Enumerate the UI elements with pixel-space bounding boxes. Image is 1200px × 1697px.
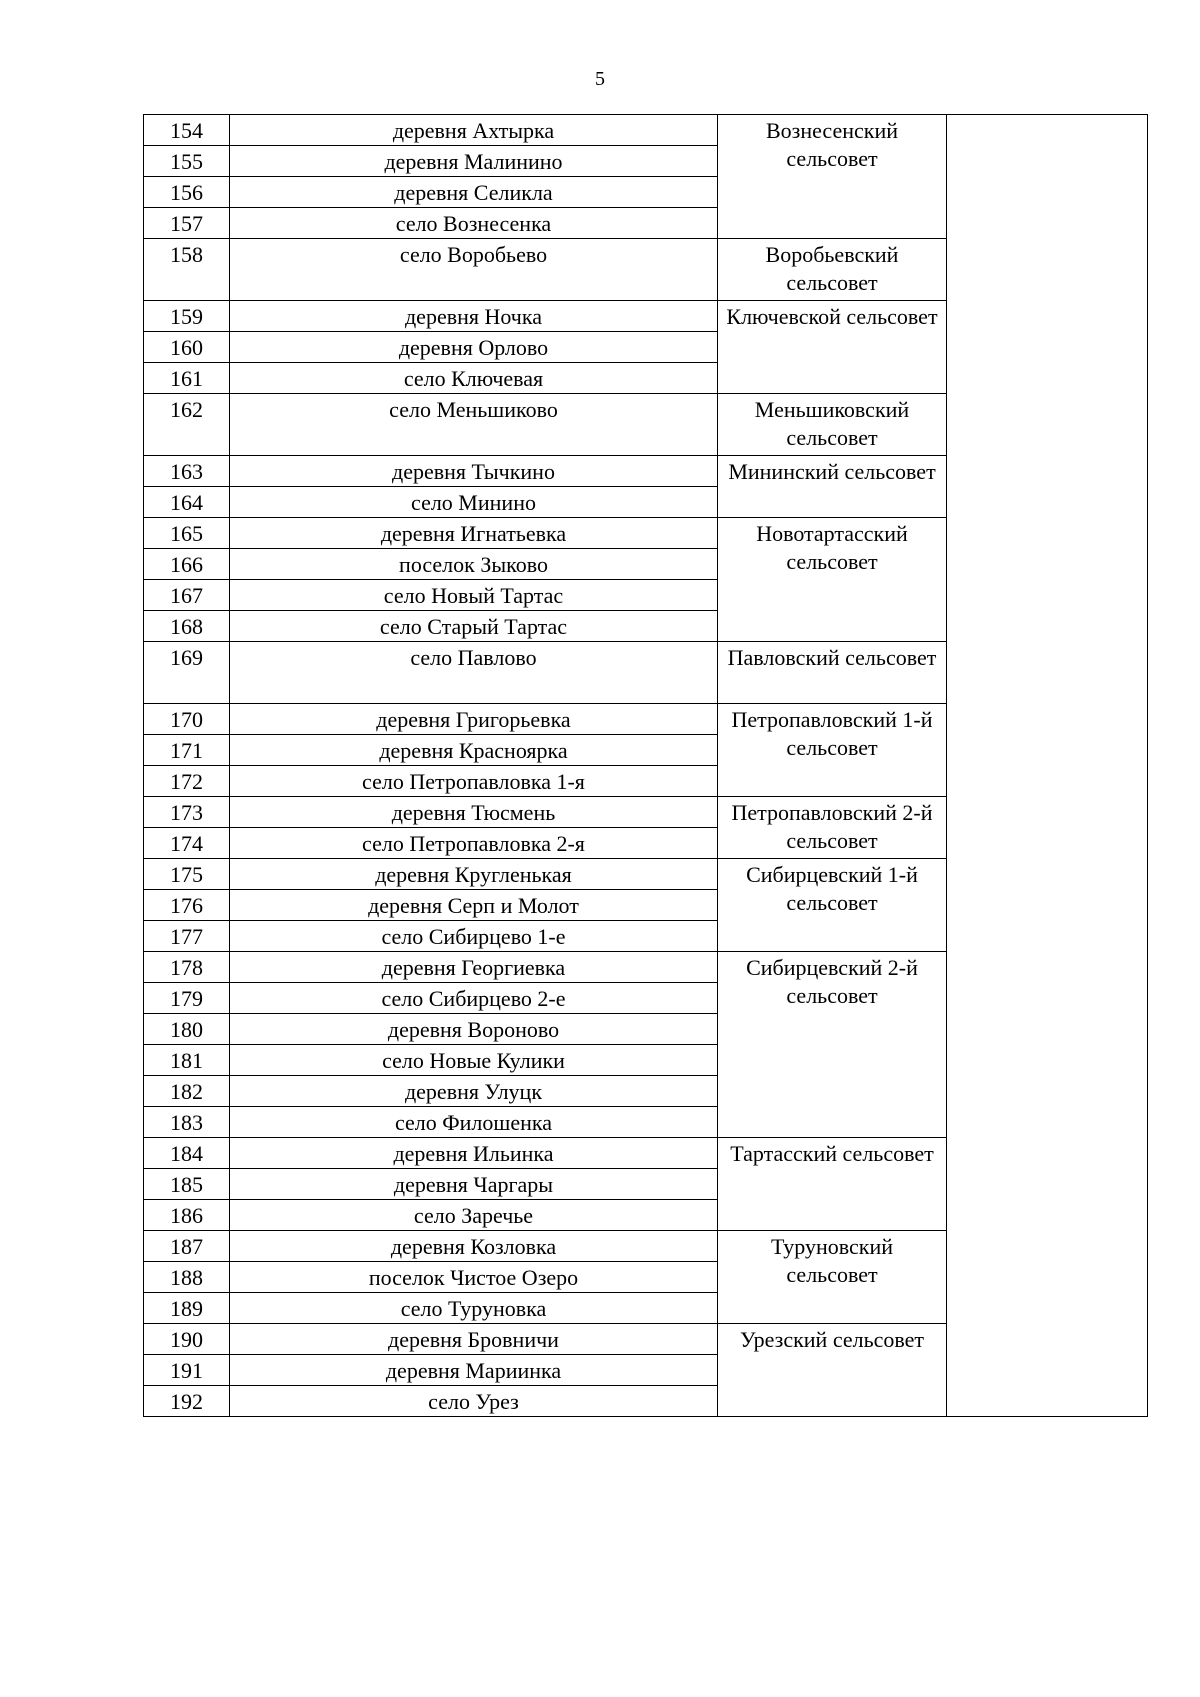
row-number: 178	[144, 952, 230, 983]
row-number: 162	[144, 394, 230, 456]
settlement-name: деревня Тюсмень	[230, 797, 718, 828]
council-name: Мининский сельсовет	[718, 456, 947, 518]
settlement-name: село Туруновка	[230, 1293, 718, 1324]
row-number: 168	[144, 611, 230, 642]
settlement-name: село Вознесенка	[230, 208, 718, 239]
settlement-name: село Павлово	[230, 642, 718, 704]
settlement-name: село Петропавловка 2-я	[230, 828, 718, 859]
settlement-name: деревня Улуцк	[230, 1076, 718, 1107]
settlement-name: деревня Григорьевка	[230, 704, 718, 735]
settlement-name: деревня Вороново	[230, 1014, 718, 1045]
row-number: 192	[144, 1386, 230, 1417]
settlements-table-body	[144, 115, 1148, 1417]
row-number: 177	[144, 921, 230, 952]
row-number: 175	[144, 859, 230, 890]
settlement-name: село Меньшиково	[230, 394, 718, 456]
settlement-name: село Заречье	[230, 1200, 718, 1231]
council-name: Меньшиковский сельсовет	[718, 394, 947, 456]
settlement-name: село Урез	[230, 1386, 718, 1417]
settlement-name: деревня Ильинка	[230, 1138, 718, 1169]
row-number: 191	[144, 1355, 230, 1386]
council-name: Павловский сельсовет	[718, 642, 947, 704]
settlement-name: деревня Кругленькая	[230, 859, 718, 890]
settlement-name: деревня Селикла	[230, 177, 718, 208]
row-number: 167	[144, 580, 230, 611]
council-name: Урезский сельсовет	[718, 1324, 947, 1417]
table-row	[144, 115, 1148, 146]
row-number: 161	[144, 363, 230, 394]
row-number: 171	[144, 735, 230, 766]
row-number: 179	[144, 983, 230, 1014]
council-name: Воробьевский сельсовет	[718, 239, 947, 301]
row-number: 186	[144, 1200, 230, 1231]
empty-column-cell	[947, 115, 1148, 1417]
settlement-name: село Ключевая	[230, 363, 718, 394]
row-number: 158	[144, 239, 230, 301]
row-number: 163	[144, 456, 230, 487]
settlement-name: деревня Тычкино	[230, 456, 718, 487]
council-name: Сибирцевский 1-й сельсовет	[718, 859, 947, 952]
row-number: 190	[144, 1324, 230, 1355]
row-number: 173	[144, 797, 230, 828]
row-number: 187	[144, 1231, 230, 1262]
council-name: Тартасский сельсовет	[718, 1138, 947, 1231]
row-number: 172	[144, 766, 230, 797]
row-number: 176	[144, 890, 230, 921]
row-number: 164	[144, 487, 230, 518]
row-number: 169	[144, 642, 230, 704]
settlement-name: поселок Чистое Озеро	[230, 1262, 718, 1293]
council-name: Ключевской сельсовет	[718, 301, 947, 394]
council-name: Новотартасский сельсовет	[718, 518, 947, 642]
row-number: 160	[144, 332, 230, 363]
settlement-name: деревня Ночка	[230, 301, 718, 332]
row-number: 159	[144, 301, 230, 332]
council-name: Вознесенский сельсовет	[718, 115, 947, 239]
settlement-name: деревня Серп и Молот	[230, 890, 718, 921]
row-number: 188	[144, 1262, 230, 1293]
settlement-name: село Воробьево	[230, 239, 718, 301]
settlement-name: поселок Зыково	[230, 549, 718, 580]
settlement-name: деревня Козловка	[230, 1231, 718, 1262]
settlement-name: село Петропавловка 1-я	[230, 766, 718, 797]
row-number: 157	[144, 208, 230, 239]
settlement-name: деревня Чаргары	[230, 1169, 718, 1200]
settlement-name: деревня Малинино	[230, 146, 718, 177]
settlement-name: деревня Мариинка	[230, 1355, 718, 1386]
settlement-name: село Сибирцево 2-е	[230, 983, 718, 1014]
settlement-name: село Филошенка	[230, 1107, 718, 1138]
settlement-name: село Старый Тартас	[230, 611, 718, 642]
row-number: 155	[144, 146, 230, 177]
settlement-name: деревня Красноярка	[230, 735, 718, 766]
council-name: Петропавловский 1-й сельсовет	[718, 704, 947, 797]
row-number: 180	[144, 1014, 230, 1045]
settlement-name: деревня Георгиевка	[230, 952, 718, 983]
settlement-name: деревня Орлово	[230, 332, 718, 363]
row-number: 185	[144, 1169, 230, 1200]
settlement-name: село Минино	[230, 487, 718, 518]
settlement-name: деревня Бровничи	[230, 1324, 718, 1355]
row-number: 183	[144, 1107, 230, 1138]
row-number: 165	[144, 518, 230, 549]
row-number: 154	[144, 115, 230, 146]
council-name: Сибирцевский 2-й сельсовет	[718, 952, 947, 1138]
settlement-name: село Новые Кулики	[230, 1045, 718, 1076]
row-number: 184	[144, 1138, 230, 1169]
settlements-table	[143, 114, 1148, 1417]
page-number: 5	[595, 68, 605, 90]
row-number: 156	[144, 177, 230, 208]
row-number: 174	[144, 828, 230, 859]
council-name: Петропавловский 2-й сельсовет	[718, 797, 947, 859]
row-number: 170	[144, 704, 230, 735]
row-number: 166	[144, 549, 230, 580]
council-name: Туруновский сельсовет	[718, 1231, 947, 1324]
row-number: 189	[144, 1293, 230, 1324]
settlement-name: село Новый Тартас	[230, 580, 718, 611]
settlement-name: деревня Ахтырка	[230, 115, 718, 146]
settlement-name: деревня Игнатьевка	[230, 518, 718, 549]
row-number: 181	[144, 1045, 230, 1076]
settlement-name: село Сибирцево 1-е	[230, 921, 718, 952]
row-number: 182	[144, 1076, 230, 1107]
